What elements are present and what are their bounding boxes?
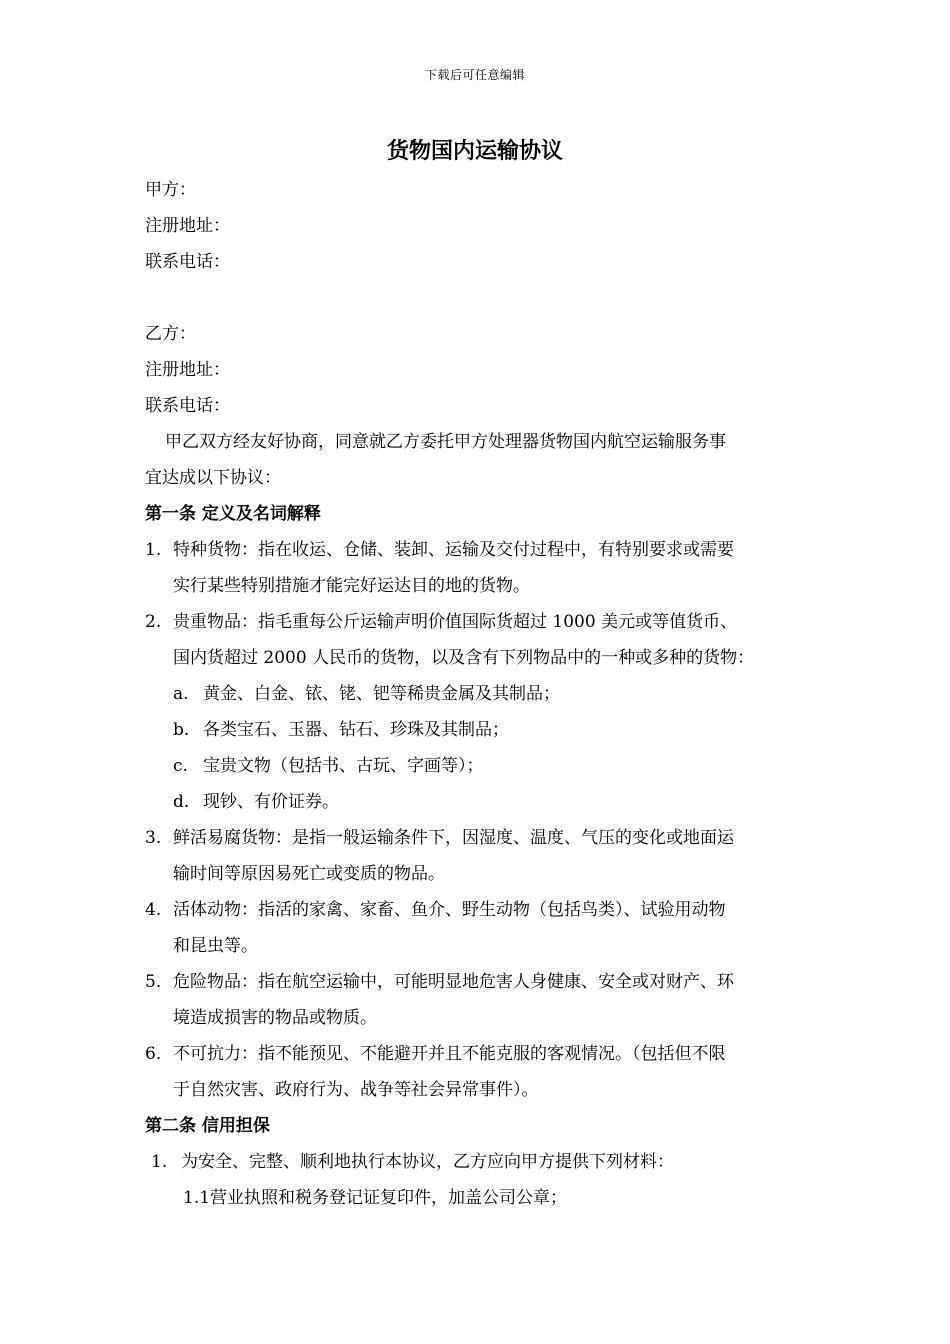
- intro-line-2: 宜达成以下协议：: [145, 468, 281, 488]
- list-item-text: [173, 892, 810, 964]
- intro-line-1: 甲乙双方经友好协商，同意就乙方委托甲方处理器货物国内航空运输服务事: [165, 432, 726, 452]
- sub-item-text: 黄金、白金、铱、铑、钯等稀贵金属及其制品；: [203, 684, 560, 704]
- list-item-line: 国内货超过 2000 人民币的货物，以及含有下列物品中的一种或多种的货物：: [173, 648, 755, 668]
- sub-list-item: [145, 676, 810, 712]
- document-body: [145, 172, 810, 1216]
- party-a-address-label: 注册地址：: [145, 216, 230, 236]
- section-2-heading: 第二条 信用担保: [145, 1116, 270, 1136]
- list-item-text: 为安全、完整、顺利地执行本协议，乙方应向甲方提供下列材料：: [181, 1152, 674, 1172]
- list-item-number: 2.: [145, 612, 162, 632]
- list-item: [145, 1144, 810, 1180]
- spacer: [145, 280, 810, 316]
- party-b-address-label: 注册地址：: [145, 360, 230, 380]
- list-item-number: 1.: [151, 1152, 168, 1172]
- sub-item-text: 宝贵文物（包括书、古玩、字画等）；: [203, 756, 484, 776]
- list-item: [145, 892, 810, 964]
- list-item: [145, 604, 810, 676]
- list-item-number: 1.: [145, 540, 162, 560]
- party-a-label: 甲方：: [145, 180, 196, 200]
- list-item-text: [173, 1036, 810, 1108]
- list-item-line: 于自然灾害、政府行为、战争等社会异常事件）。: [173, 1080, 539, 1100]
- list-item-line: 不可抗力：指不能预见、不能避开并且不能克服的客观情况。（包括但不限: [173, 1044, 726, 1064]
- list-item-line: 和昆虫等。: [173, 936, 258, 956]
- sub-item-letter: c.: [173, 756, 188, 776]
- list-item-line: 境造成损害的物品或物质。: [173, 1008, 377, 1028]
- list-item-text: [173, 820, 810, 892]
- sub-item-letter: a.: [173, 684, 189, 704]
- sub-list-item: [145, 748, 810, 784]
- document-title: 货物国内运输协议: [386, 139, 563, 164]
- sub-item-text: 各类宝石、玉器、钻石、珍珠及其制品；: [203, 720, 509, 740]
- party-b-phone-label: 联系电话：: [145, 396, 230, 416]
- sub-list-item: [145, 712, 810, 748]
- intro-paragraph: [145, 424, 810, 496]
- sub-item-letter: b.: [173, 720, 190, 740]
- header-note: 下载后可任意编辑: [424, 68, 525, 82]
- list-item-text: [173, 964, 810, 1036]
- party-b-label: 乙方：: [145, 324, 196, 344]
- list-item-line: 贵重物品：指毛重每公斤运输声明价值国际货超过 1000 美元或等值货币、: [173, 612, 738, 632]
- sub-item-letter: d.: [173, 792, 190, 812]
- list-item-number: 4.: [145, 900, 162, 920]
- section-1-heading: 第一条 定义及名词解释: [145, 504, 321, 524]
- list-item: [145, 532, 810, 604]
- list-item-line: 危险物品：指在航空运输中，可能明显地危害人身健康、安全或对财产、环: [173, 972, 734, 992]
- sub-list-item: 1.1营业执照和税务登记证复印件，加盖公司公章；: [183, 1188, 568, 1208]
- sub-list-item: [145, 784, 810, 820]
- list-item-line: 实行某些特别措施才能完好运达目的地的货物。: [173, 576, 530, 596]
- list-item-text: [173, 604, 810, 676]
- list-item-number: 5.: [145, 972, 162, 992]
- list-item-text: [173, 532, 810, 604]
- list-item-number: 6.: [145, 1044, 162, 1064]
- list-item-line: 鲜活易腐货物：是指一般运输条件下，因湿度、温度、气压的变化或地面运: [173, 828, 734, 848]
- list-item-line: 输时间等原因易死亡或变质的物品。: [173, 864, 445, 884]
- list-item: [145, 1036, 810, 1108]
- sub-item-text: 现钞、有价证券。: [203, 792, 339, 812]
- list-item-line: 特种货物：指在收运、仓储、装卸、运输及交付过程中，有特别要求或需要: [173, 540, 734, 560]
- party-a-phone-label: 联系电话：: [145, 252, 230, 272]
- list-item-line: 活体动物：指活的家禽、家畜、鱼介、野生动物（包括鸟类）、试验用动物: [173, 900, 726, 920]
- list-item: [145, 820, 810, 892]
- list-item-number: 3.: [145, 828, 162, 848]
- list-item: [145, 964, 810, 1036]
